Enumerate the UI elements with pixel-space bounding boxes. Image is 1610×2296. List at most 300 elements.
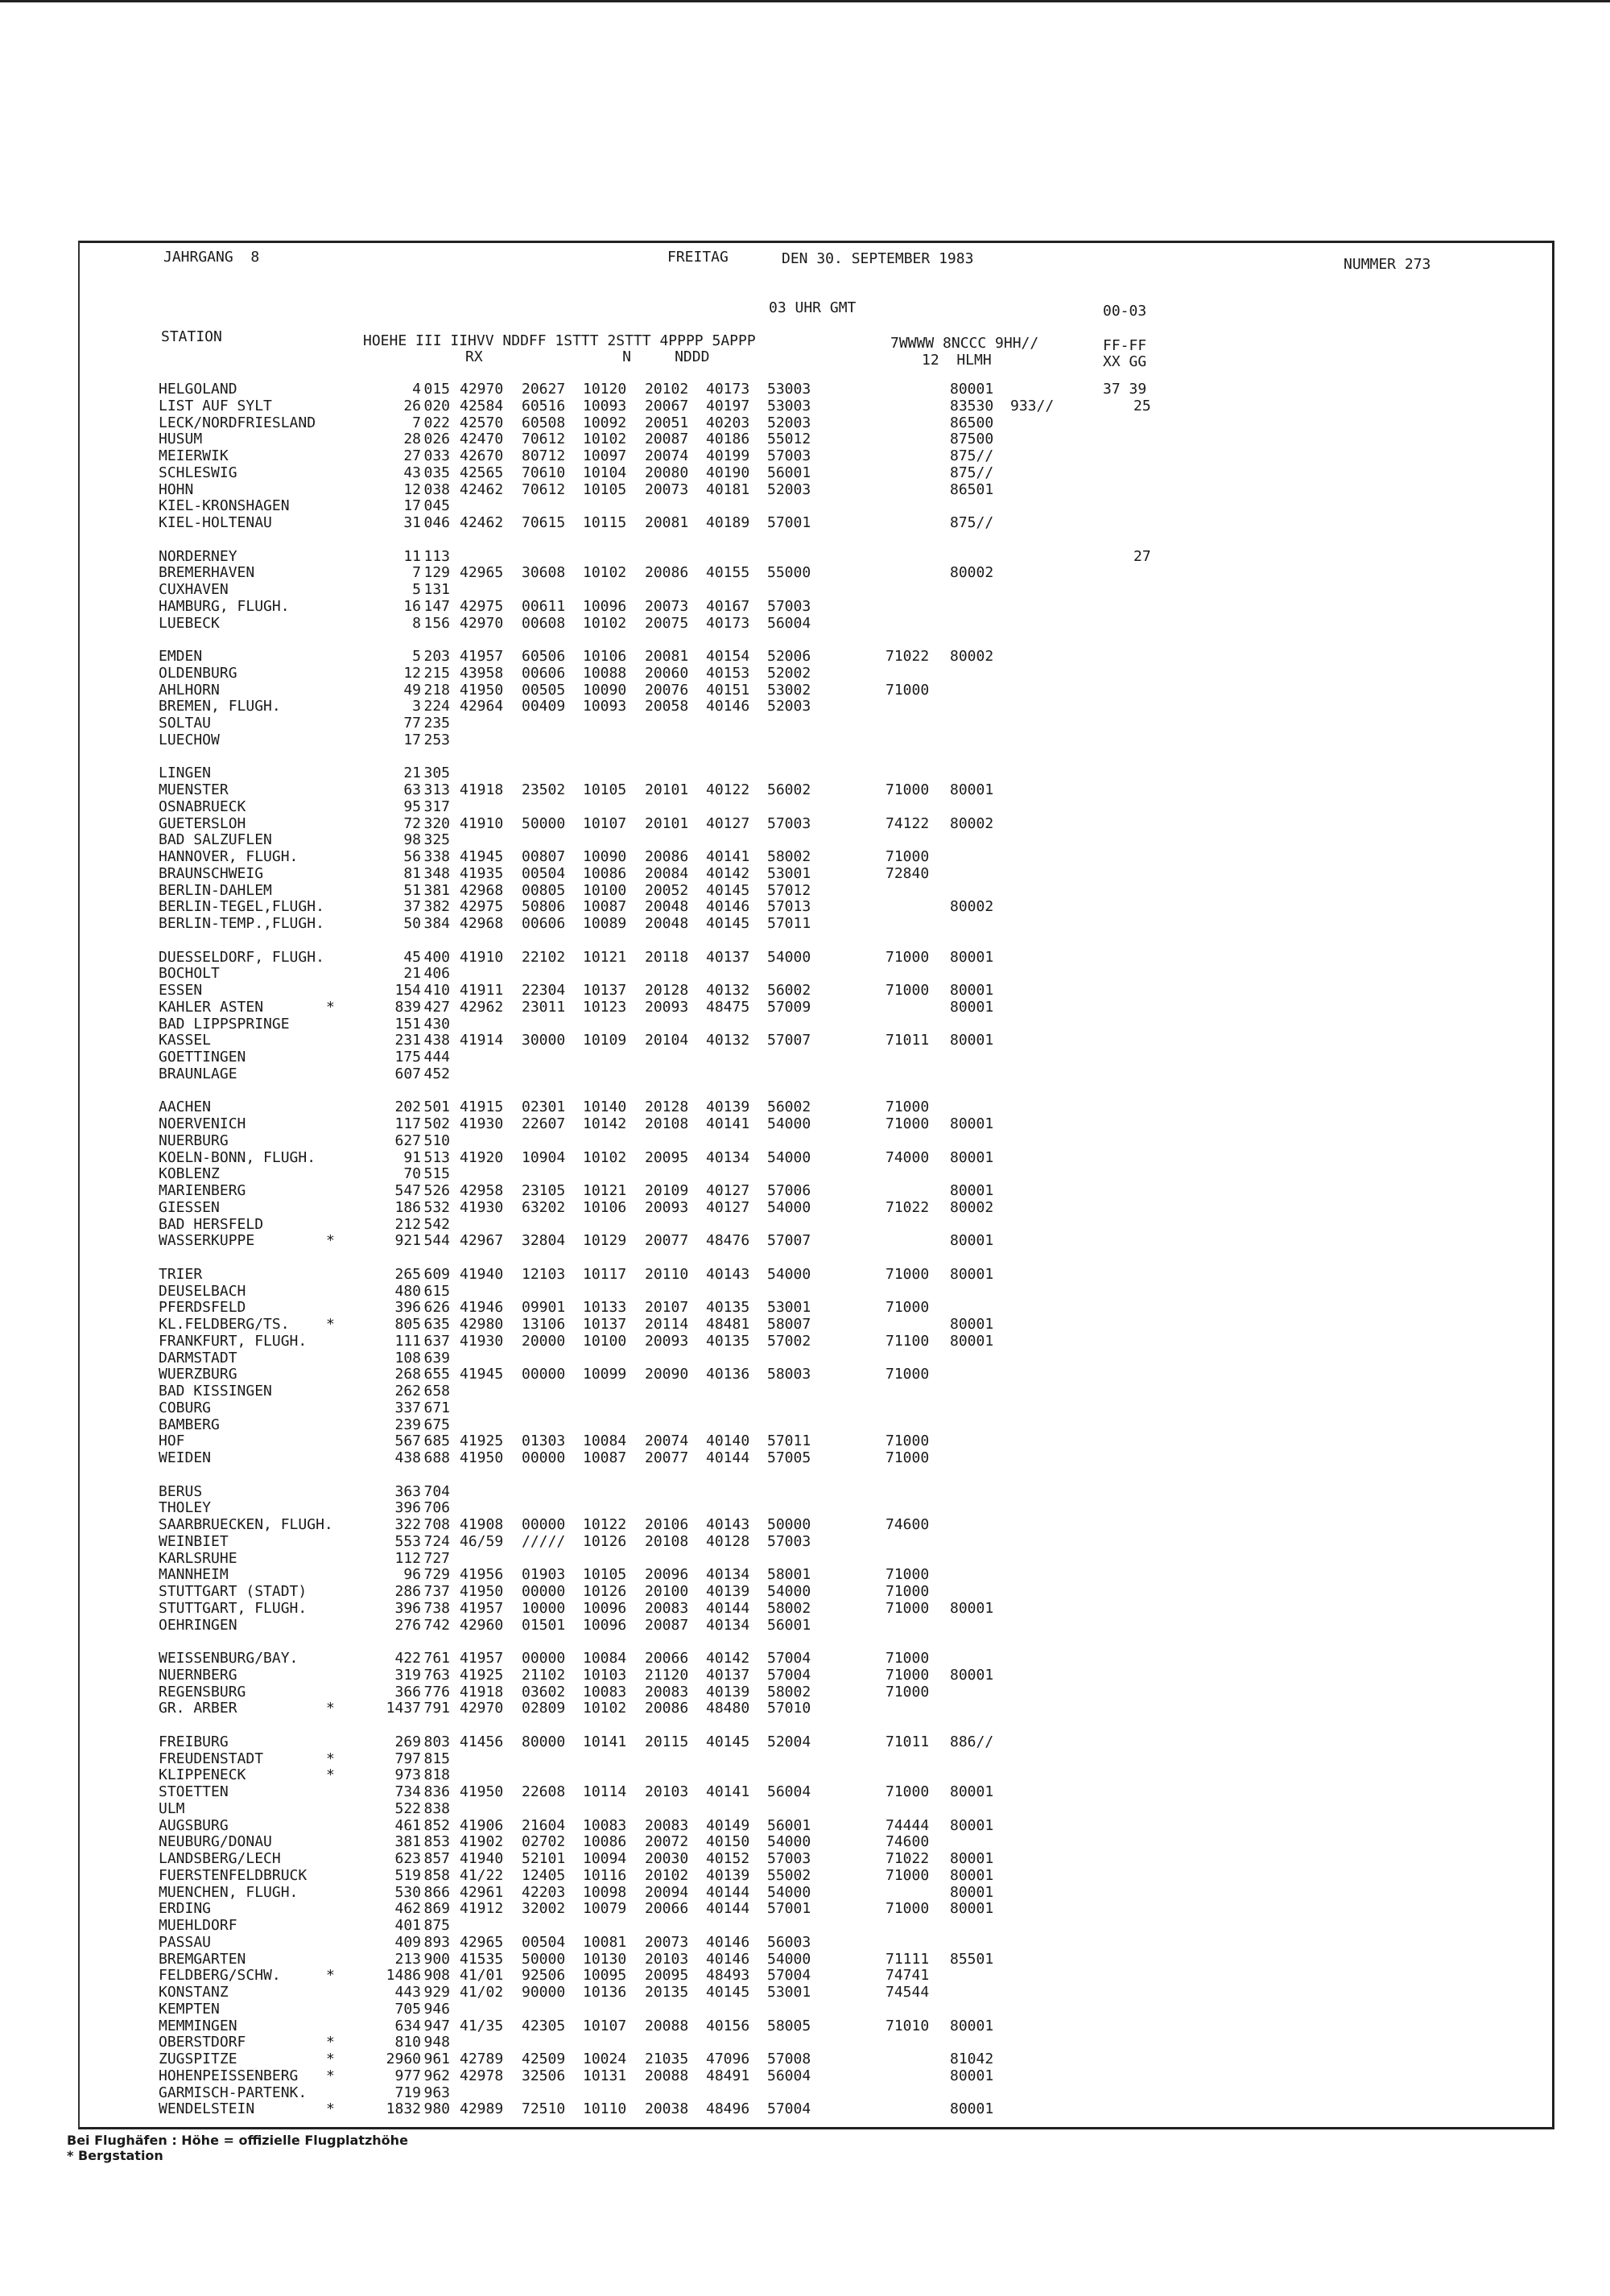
date-label: DEN 30. SEPTEMBER 1983 — [782, 250, 974, 267]
table-row — [0, 1617, 1530, 1634]
table-row — [0, 2001, 1530, 2018]
station-index: 427 — [423, 998, 450, 1016]
station-index: 893 — [423, 1933, 450, 1951]
code-group-g1: 41920 — [460, 1148, 504, 1166]
station-name: HANNOVER, FLUGH. — [159, 848, 299, 865]
code-group-g4: 20086 — [645, 564, 689, 582]
station-name: BAD SALZUFLEN — [159, 831, 272, 849]
station-name: FREIBURG — [159, 1733, 229, 1750]
code-group-g3: 10126 — [583, 1583, 627, 1600]
code-group-w7: 71022 — [886, 1198, 930, 1216]
station-index: 963 — [423, 2084, 450, 2101]
station-name: FUERSTENFELDBRUCK — [159, 1866, 308, 1884]
code-group-g4: 20090 — [645, 1366, 689, 1383]
station-index: 875 — [423, 1917, 450, 1934]
code-group-g2: 01903 — [522, 1566, 566, 1584]
code-group-g3: 10107 — [583, 814, 627, 832]
table-row — [0, 1333, 1530, 1350]
station-name: MEMMINGEN — [159, 2017, 237, 2034]
code-group-g5: 48493 — [706, 1967, 750, 1985]
code-group-w8: 80001 — [950, 1316, 994, 1333]
code-group-g6: 53003 — [767, 397, 811, 414]
station-name: NOERVENICH — [159, 1115, 246, 1132]
code-group-g5: 40173 — [706, 614, 750, 632]
station-name: BERUS — [159, 1482, 203, 1500]
code-group-g1: 41912 — [460, 1900, 504, 1918]
code-group-g5: 40149 — [706, 1816, 750, 1834]
code-group-g5: 40134 — [706, 1148, 750, 1166]
station-index: 838 — [423, 1799, 450, 1817]
station-index: 033 — [423, 447, 450, 464]
code-group-g4: 20088 — [645, 2067, 689, 2084]
code-group-g5: 40134 — [706, 1566, 750, 1584]
station-index: 384 — [423, 915, 450, 932]
code-group-g2: 32804 — [522, 1232, 566, 1250]
station-name: LUECHOW — [159, 731, 220, 748]
code-group-g2: 02809 — [522, 1700, 566, 1717]
code-group-g4: 20101 — [645, 781, 689, 798]
station-height: 108 — [394, 1349, 421, 1366]
station-height: 95 — [403, 798, 421, 815]
code-group-g5: 40151 — [706, 681, 750, 699]
code-group-w8: 80001 — [950, 1816, 994, 1834]
station-name: KEMPTEN — [159, 2000, 220, 2018]
code-group-g2: 42509 — [522, 2051, 566, 2067]
station-height: 16 — [403, 597, 421, 615]
station-name: BAD KISSINGEN — [159, 1383, 272, 1399]
code-group-g1: 41902 — [460, 1833, 504, 1851]
station-index: 727 — [423, 1549, 450, 1567]
station-index: 738 — [423, 1599, 450, 1617]
code-group-g3: 10096 — [583, 1599, 627, 1617]
code-group-g4: 20102 — [645, 1866, 689, 1884]
station-height: 213 — [394, 1950, 421, 1968]
code-group-g5: 47096 — [706, 2051, 750, 2067]
code-group-g6: 57011 — [767, 1432, 811, 1450]
code-group-g4: 20100 — [645, 1583, 689, 1600]
table-row — [0, 1149, 1530, 1166]
code-group-g3: 10106 — [583, 648, 627, 665]
code-group-g1: 41956 — [460, 1566, 504, 1584]
station-height: 409 — [394, 1933, 421, 1951]
station-height: 175 — [394, 1049, 421, 1066]
code-group-g6: 56001 — [767, 1616, 811, 1634]
station-name: NUERNBERG — [159, 1666, 237, 1684]
table-row — [0, 1483, 1530, 1500]
code-group-g3: 10105 — [583, 480, 627, 498]
table-row — [0, 1216, 1530, 1233]
station-index: 544 — [423, 1232, 450, 1250]
code-group-w8: 80002 — [950, 564, 994, 582]
station-name: THOLEY — [159, 1499, 212, 1517]
table-row — [0, 1316, 1530, 1333]
station-name: AUGSBURG — [159, 1816, 229, 1834]
station-name: GARMISCH-PARTENK. — [159, 2084, 308, 2101]
table-row — [0, 1283, 1530, 1300]
table-row — [0, 882, 1530, 899]
code-group-g5: 40156 — [706, 2017, 750, 2034]
code-group-w8: 80001 — [950, 1883, 994, 1901]
code-group-g1: 43958 — [460, 664, 504, 682]
code-group-g1: 41940 — [460, 1265, 504, 1283]
code-group-g5: 40199 — [706, 447, 750, 464]
station-index: 020 — [423, 397, 450, 414]
code-group-g1: 41911 — [460, 982, 504, 999]
station-index: 542 — [423, 1215, 450, 1233]
station-height: 63 — [403, 781, 421, 798]
station-name: SAARBRUECKEN, FLUGH. — [159, 1516, 333, 1533]
station-name: KAHLER ASTEN — [159, 998, 264, 1016]
table-row — [0, 447, 1530, 464]
code-group-g4: 20107 — [645, 1299, 689, 1317]
code-group-g5: 40142 — [706, 864, 750, 882]
mountain-station-marker: * — [326, 2067, 335, 2084]
code-group-g4: 20128 — [645, 1099, 689, 1116]
station-index: 218 — [423, 681, 450, 699]
mountain-station-marker: * — [326, 2100, 335, 2118]
station-height: 112 — [394, 1549, 421, 1567]
code-group-w8: 80001 — [950, 1265, 994, 1283]
station-height: 77 — [403, 715, 421, 732]
table-row — [0, 431, 1530, 447]
station-name: HAMBURG, FLUGH. — [159, 597, 290, 615]
code-group-g4: 20038 — [645, 2100, 689, 2118]
station-index: 515 — [423, 1165, 450, 1183]
code-group-g2: 22608 — [522, 1783, 566, 1800]
station-height: 212 — [394, 1215, 421, 1233]
code-group-g3: 10106 — [583, 1198, 627, 1216]
station-height: 1832 — [386, 2100, 421, 2118]
table-row — [0, 2018, 1530, 2034]
code-group-g4: 20077 — [645, 1232, 689, 1250]
station-height: 422 — [394, 1650, 421, 1667]
station-name: MARIENBERG — [159, 1182, 246, 1199]
station-height: 45 — [403, 948, 421, 966]
code-group-g2: 00606 — [522, 915, 566, 932]
code-group-g5: 40144 — [706, 1900, 750, 1918]
code-group-g3: 10090 — [583, 848, 627, 865]
station-index: 338 — [423, 848, 450, 865]
code-group-g4: 20093 — [645, 1198, 689, 1216]
footnote-mountain-station: * Bergstation — [67, 2148, 163, 2163]
code-group-g3: 10083 — [583, 1816, 627, 1834]
station-index: 791 — [423, 1700, 450, 1717]
station-height: 553 — [394, 1532, 421, 1550]
code-group-g6: 56004 — [767, 614, 811, 632]
code-group-g1: 42960 — [460, 1616, 504, 1634]
code-group-g6: 53001 — [767, 864, 811, 882]
station-index: 704 — [423, 1482, 450, 1500]
station-index: 818 — [423, 1766, 450, 1784]
code-group-g2: 32506 — [522, 2067, 566, 2084]
table-row — [0, 848, 1530, 865]
code-group-g5: 40132 — [706, 1032, 750, 1049]
station-index: 045 — [423, 497, 450, 515]
station-height: 8 — [412, 614, 421, 632]
code-group-g3: 10089 — [583, 915, 627, 932]
code-group-w7: 71011 — [886, 1032, 930, 1049]
station-name: DUESSELDORF, FLUGH. — [159, 948, 324, 966]
code-group-g6: 57003 — [767, 814, 811, 832]
station-index: 046 — [423, 514, 450, 531]
code-group-g4: 20074 — [645, 1432, 689, 1450]
code-group-g6: 56001 — [767, 464, 811, 481]
station-height: 2960 — [386, 2051, 421, 2067]
code-group-g2: 23011 — [522, 998, 566, 1016]
code-group-w7: 71000 — [886, 1783, 930, 1800]
code-group-g2: 23502 — [522, 781, 566, 798]
station-name: BREMGARTEN — [159, 1950, 246, 1968]
station-name: PFERDSFELD — [159, 1299, 246, 1317]
station-index: 724 — [423, 1532, 450, 1550]
code-group-g4: 20081 — [645, 514, 689, 531]
table-row — [0, 999, 1530, 1016]
code-group-g6: 57007 — [767, 1232, 811, 1250]
station-height: 12 — [403, 664, 421, 682]
station-height: 268 — [394, 1366, 421, 1383]
code-group-g3: 10084 — [583, 1432, 627, 1450]
code-group-g3: 10087 — [583, 898, 627, 916]
code-group-g2: 00611 — [522, 597, 566, 615]
station-name: WEIDEN — [159, 1449, 212, 1466]
station-height: 21 — [403, 765, 421, 782]
mountain-station-marker: * — [326, 1750, 335, 1767]
code-group-g6: 50000 — [767, 1516, 811, 1533]
station-name: SOLTAU — [159, 715, 212, 732]
station-name: BREMERHAVEN — [159, 564, 255, 582]
table-row — [0, 1416, 1530, 1433]
code-group-g3: 10084 — [583, 1650, 627, 1667]
table-row — [0, 381, 1530, 398]
code-group-g5: 40139 — [706, 1866, 750, 1884]
code-group-g5: 48491 — [706, 2067, 750, 2084]
station-height: 7 — [412, 564, 421, 582]
code-group-g6: 58002 — [767, 1683, 811, 1700]
station-height: 705 — [394, 2000, 421, 2018]
code-group-w8: 80001 — [950, 1866, 994, 1884]
code-group-g3: 10096 — [583, 597, 627, 615]
station-index: 203 — [423, 648, 450, 665]
code-group-g5: 40152 — [706, 1850, 750, 1867]
station-index: 235 — [423, 715, 450, 732]
code-group-w7: 71000 — [886, 1599, 930, 1617]
station-name: GOETTINGEN — [159, 1049, 246, 1066]
code-group-g5: 40146 — [706, 1950, 750, 1968]
code-group-g1: 41950 — [460, 681, 504, 699]
station-height: 27 — [403, 447, 421, 464]
code-group-g3: 10099 — [583, 1366, 627, 1383]
station-height: 31 — [403, 514, 421, 531]
code-group-g4: 20102 — [645, 381, 689, 398]
table-row — [0, 1165, 1530, 1182]
table-row — [0, 1350, 1530, 1366]
code-group-g3: 10098 — [583, 1883, 627, 1901]
code-group-w9: 933// — [1010, 397, 1055, 414]
code-group-g1: 42462 — [460, 514, 504, 531]
station-index: 444 — [423, 1049, 450, 1066]
table-row — [0, 1833, 1530, 1850]
code-group-w8: 80001 — [950, 1900, 994, 1918]
table-row — [0, 615, 1530, 632]
code-group-g1: 41/22 — [460, 1866, 504, 1884]
observation-time: 03 UHR GMT — [769, 299, 857, 316]
code-group-g3: 10141 — [583, 1733, 627, 1750]
table-row — [0, 1800, 1530, 1817]
station-index: 815 — [423, 1750, 450, 1767]
station-name: KIEL-HOLTENAU — [159, 514, 272, 531]
station-name: LANDSBERG/LECH — [159, 1850, 281, 1867]
table-row — [0, 1733, 1530, 1750]
code-group-g6: 57012 — [767, 881, 811, 899]
table-row — [0, 865, 1530, 882]
station-height: 366 — [394, 1683, 421, 1700]
mountain-station-marker: * — [326, 1766, 335, 1784]
table-row — [0, 2100, 1530, 2117]
code-group-g5: 40146 — [706, 898, 750, 916]
code-group-g2: 00504 — [522, 864, 566, 882]
code-columns-subheader: RX N NDDD — [465, 348, 710, 365]
station-height: 363 — [394, 1482, 421, 1500]
wind-columns-subheader: XX GG — [1103, 353, 1147, 370]
code-group-g5: 48480 — [706, 1700, 750, 1717]
code-group-g2: 20000 — [522, 1332, 566, 1350]
code-group-g2: 02301 — [522, 1099, 566, 1116]
station-index: 035 — [423, 464, 450, 481]
station-index: 438 — [423, 1032, 450, 1049]
code-group-g3: 10079 — [583, 1900, 627, 1918]
code-group-g2: 90000 — [522, 1984, 566, 2001]
station-height: 239 — [394, 1416, 421, 1433]
code-group-g3: 10100 — [583, 1332, 627, 1350]
code-group-g6: 57005 — [767, 1449, 811, 1466]
station-name: ULM — [159, 1799, 185, 1817]
table-row — [0, 1700, 1530, 1717]
table-row — [0, 598, 1530, 615]
code-group-g1: 42961 — [460, 1883, 504, 1901]
code-group-g4: 20118 — [645, 948, 689, 966]
code-group-w8: 80001 — [950, 1232, 994, 1250]
station-index: 026 — [423, 431, 450, 448]
table-row — [0, 1049, 1530, 1066]
code-group-g6: 52002 — [767, 664, 811, 682]
station-index: 147 — [423, 597, 450, 615]
code-group-g2: 70612 — [522, 431, 566, 448]
code-group-g3: 10083 — [583, 1683, 627, 1700]
code-group-g4: 20077 — [645, 1449, 689, 1466]
code-group-g6: 54000 — [767, 1148, 811, 1166]
code-group-g1: 42584 — [460, 397, 504, 414]
code-group-g6: 57013 — [767, 898, 811, 916]
code-group-g2: 23105 — [522, 1182, 566, 1199]
station-name: CUXHAVEN — [159, 581, 229, 598]
table-row — [0, 2067, 1530, 2084]
code-group-g3: 10121 — [583, 1182, 627, 1199]
station-name: HOF — [159, 1432, 185, 1450]
code-group-g6: 58003 — [767, 1366, 811, 1383]
station-index: 406 — [423, 965, 450, 983]
station-name: WASSERKUPPE — [159, 1232, 255, 1250]
code-group-g6: 55012 — [767, 431, 811, 448]
station-height: 5 — [412, 648, 421, 665]
station-name: DEUSELBACH — [159, 1282, 246, 1300]
station-index: 675 — [423, 1416, 450, 1433]
station-name: BRAUNLAGE — [159, 1065, 237, 1082]
code-group-g4: 20087 — [645, 1616, 689, 1634]
station-index: 908 — [423, 1967, 450, 1985]
station-name: OLDENBURG — [159, 664, 237, 682]
code-group-g1: 41/35 — [460, 2017, 504, 2034]
station-index: 615 — [423, 1282, 450, 1300]
station-name: KLIPPENECK — [159, 1766, 246, 1784]
code-group-g4: 20075 — [645, 614, 689, 632]
station-index: 501 — [423, 1099, 450, 1116]
mountain-station-marker: * — [326, 1316, 335, 1333]
table-row — [0, 648, 1530, 665]
footnote-airports: Bei Flughäfen : Höhe = offizielle Flugplatzhöhe — [67, 2133, 408, 2148]
code-group-g6: 55002 — [767, 1866, 811, 1884]
code-group-g6: 53001 — [767, 1299, 811, 1317]
code-group-g2: 21102 — [522, 1666, 566, 1684]
code-group-g2: 50000 — [522, 814, 566, 832]
code-group-g1: 42470 — [460, 431, 504, 448]
station-index: 946 — [423, 2000, 450, 2018]
station-index: 400 — [423, 948, 450, 966]
station-name: BERLIN-DAHLEM — [159, 881, 272, 899]
code-group-w8: 80001 — [950, 2017, 994, 2034]
code-group-g4: 20073 — [645, 480, 689, 498]
code-group-g2: 50000 — [522, 1950, 566, 1968]
code-group-g2: 00000 — [522, 1583, 566, 1600]
table-row — [0, 1366, 1530, 1383]
code-group-g3: 10140 — [583, 1099, 627, 1116]
station-index: 980 — [423, 2100, 450, 2118]
code-group-g5: 40167 — [706, 597, 750, 615]
code-group-g2: 00807 — [522, 848, 566, 865]
code-group-g3: 10116 — [583, 1866, 627, 1884]
code-group-g5: 40146 — [706, 698, 750, 715]
station-index: 639 — [423, 1349, 450, 1366]
station-height: 96 — [403, 1566, 421, 1584]
code-group-g5: 40153 — [706, 664, 750, 682]
station-height: 17 — [403, 731, 421, 748]
code-group-g2: 01303 — [522, 1432, 566, 1450]
table-row — [0, 1266, 1530, 1283]
code-group-g2: 20627 — [522, 381, 566, 398]
code-group-g1: 41950 — [460, 1783, 504, 1800]
code-group-g1: 42975 — [460, 898, 504, 916]
code-group-g5: 40128 — [706, 1532, 750, 1550]
station-index: 325 — [423, 831, 450, 849]
code-group-g1: 41945 — [460, 848, 504, 865]
station-index: 742 — [423, 1616, 450, 1634]
station-height: 72 — [403, 814, 421, 832]
table-row — [0, 2051, 1530, 2067]
wind-columns-header: FF-FF — [1103, 337, 1147, 354]
table-row — [0, 1817, 1530, 1834]
station-name: AHLHORN — [159, 681, 220, 699]
code-group-g5: 40190 — [706, 464, 750, 481]
code-group-g2: 92506 — [522, 1967, 566, 1985]
code-group-w8: 80001 — [950, 1332, 994, 1350]
code-group-g3: 10114 — [583, 1783, 627, 1800]
code-group-w7: 71000 — [886, 781, 930, 798]
station-index: 708 — [423, 1516, 450, 1533]
table-row — [0, 781, 1530, 798]
code-group-g1: 42970 — [460, 381, 504, 398]
code-group-g3: 10097 — [583, 447, 627, 464]
code-group-w7: 71111 — [886, 1950, 930, 1968]
code-group-g1: 42962 — [460, 998, 504, 1016]
